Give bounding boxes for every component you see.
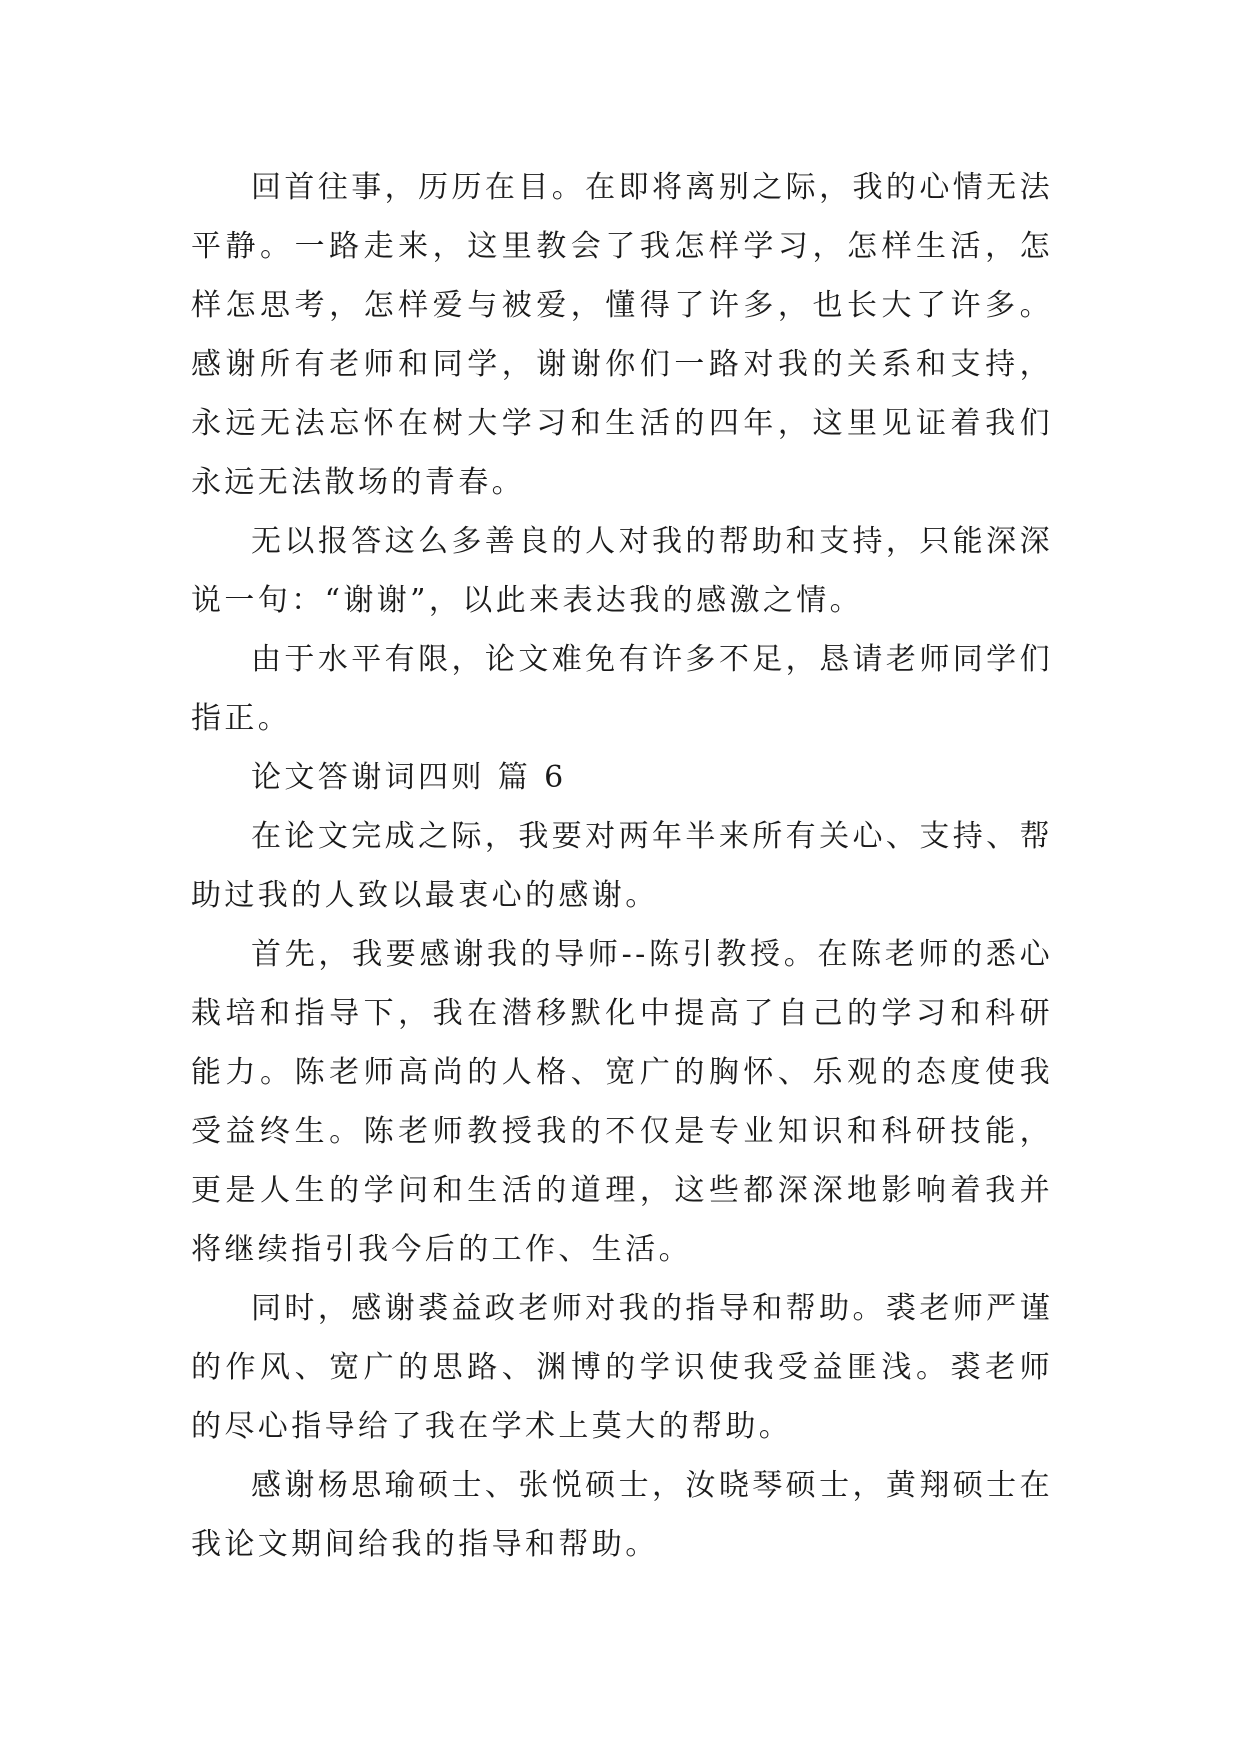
section-heading: 论文答谢词四则 篇 6 — [251, 760, 567, 795]
paragraph-reflection: 回首往事，历历在目。在即将离别之际，我的心情无法平静。一路走来，这里教会了我怎样学习，怎样生活，怎样怎思考，怎样爱与被爱，懂得了许多，也长大了许多。感谢所有老师和同学，谢谢你们一路对我的关系和支持，永远无法忘怀在树大学习和生活的四年，这里见证着我们永远无法散场的青春。 — [191, 170, 1053, 500]
paragraph-completion: 在论文完成之际，我要对两年半来所有关心、支持、帮助过我的人致以最衷心的感谢。 — [191, 819, 1053, 913]
paragraph-advisor: 首先，我要感谢我的导师--陈引教授。在陈老师的悉心栽培和指导下，我在潜移默化中提高了自己的学习和科研能力。陈老师高尚的人格、宽广的胸怀、乐观的态度使我受益终生。陈老师教授我的不仅是专业知识和科研技能，更是人生的学问和生活的道理，这些都深深地影响着我并将继续指引我今后的工作、生活。 — [191, 937, 1053, 1267]
paragraph-thanks-support: 无以报答这么多善良的人对我的帮助和支持，只能深深说一句：“谢谢”，以此来表达我的感激之情。 — [191, 524, 1053, 618]
paragraph-teacher-qiu: 同时，感谢裘益政老师对我的指导和帮助。裘老师严谨的作风、宽广的思路、渊博的学识使我受益匪浅。裘老师的尽心指导给了我在学术上莫大的帮助。 — [191, 1291, 1053, 1444]
document-body — [191, 158, 1053, 1574]
paragraph-limitations: 由于水平有限，论文难免有许多不足，恳请老师同学们指正。 — [191, 642, 1053, 736]
paragraph-colleagues: 感谢杨思瑜硕士、张悦硕士，汝晓琴硕士，黄翔硕士在我论文期间给我的指导和帮助。 — [191, 1468, 1053, 1562]
